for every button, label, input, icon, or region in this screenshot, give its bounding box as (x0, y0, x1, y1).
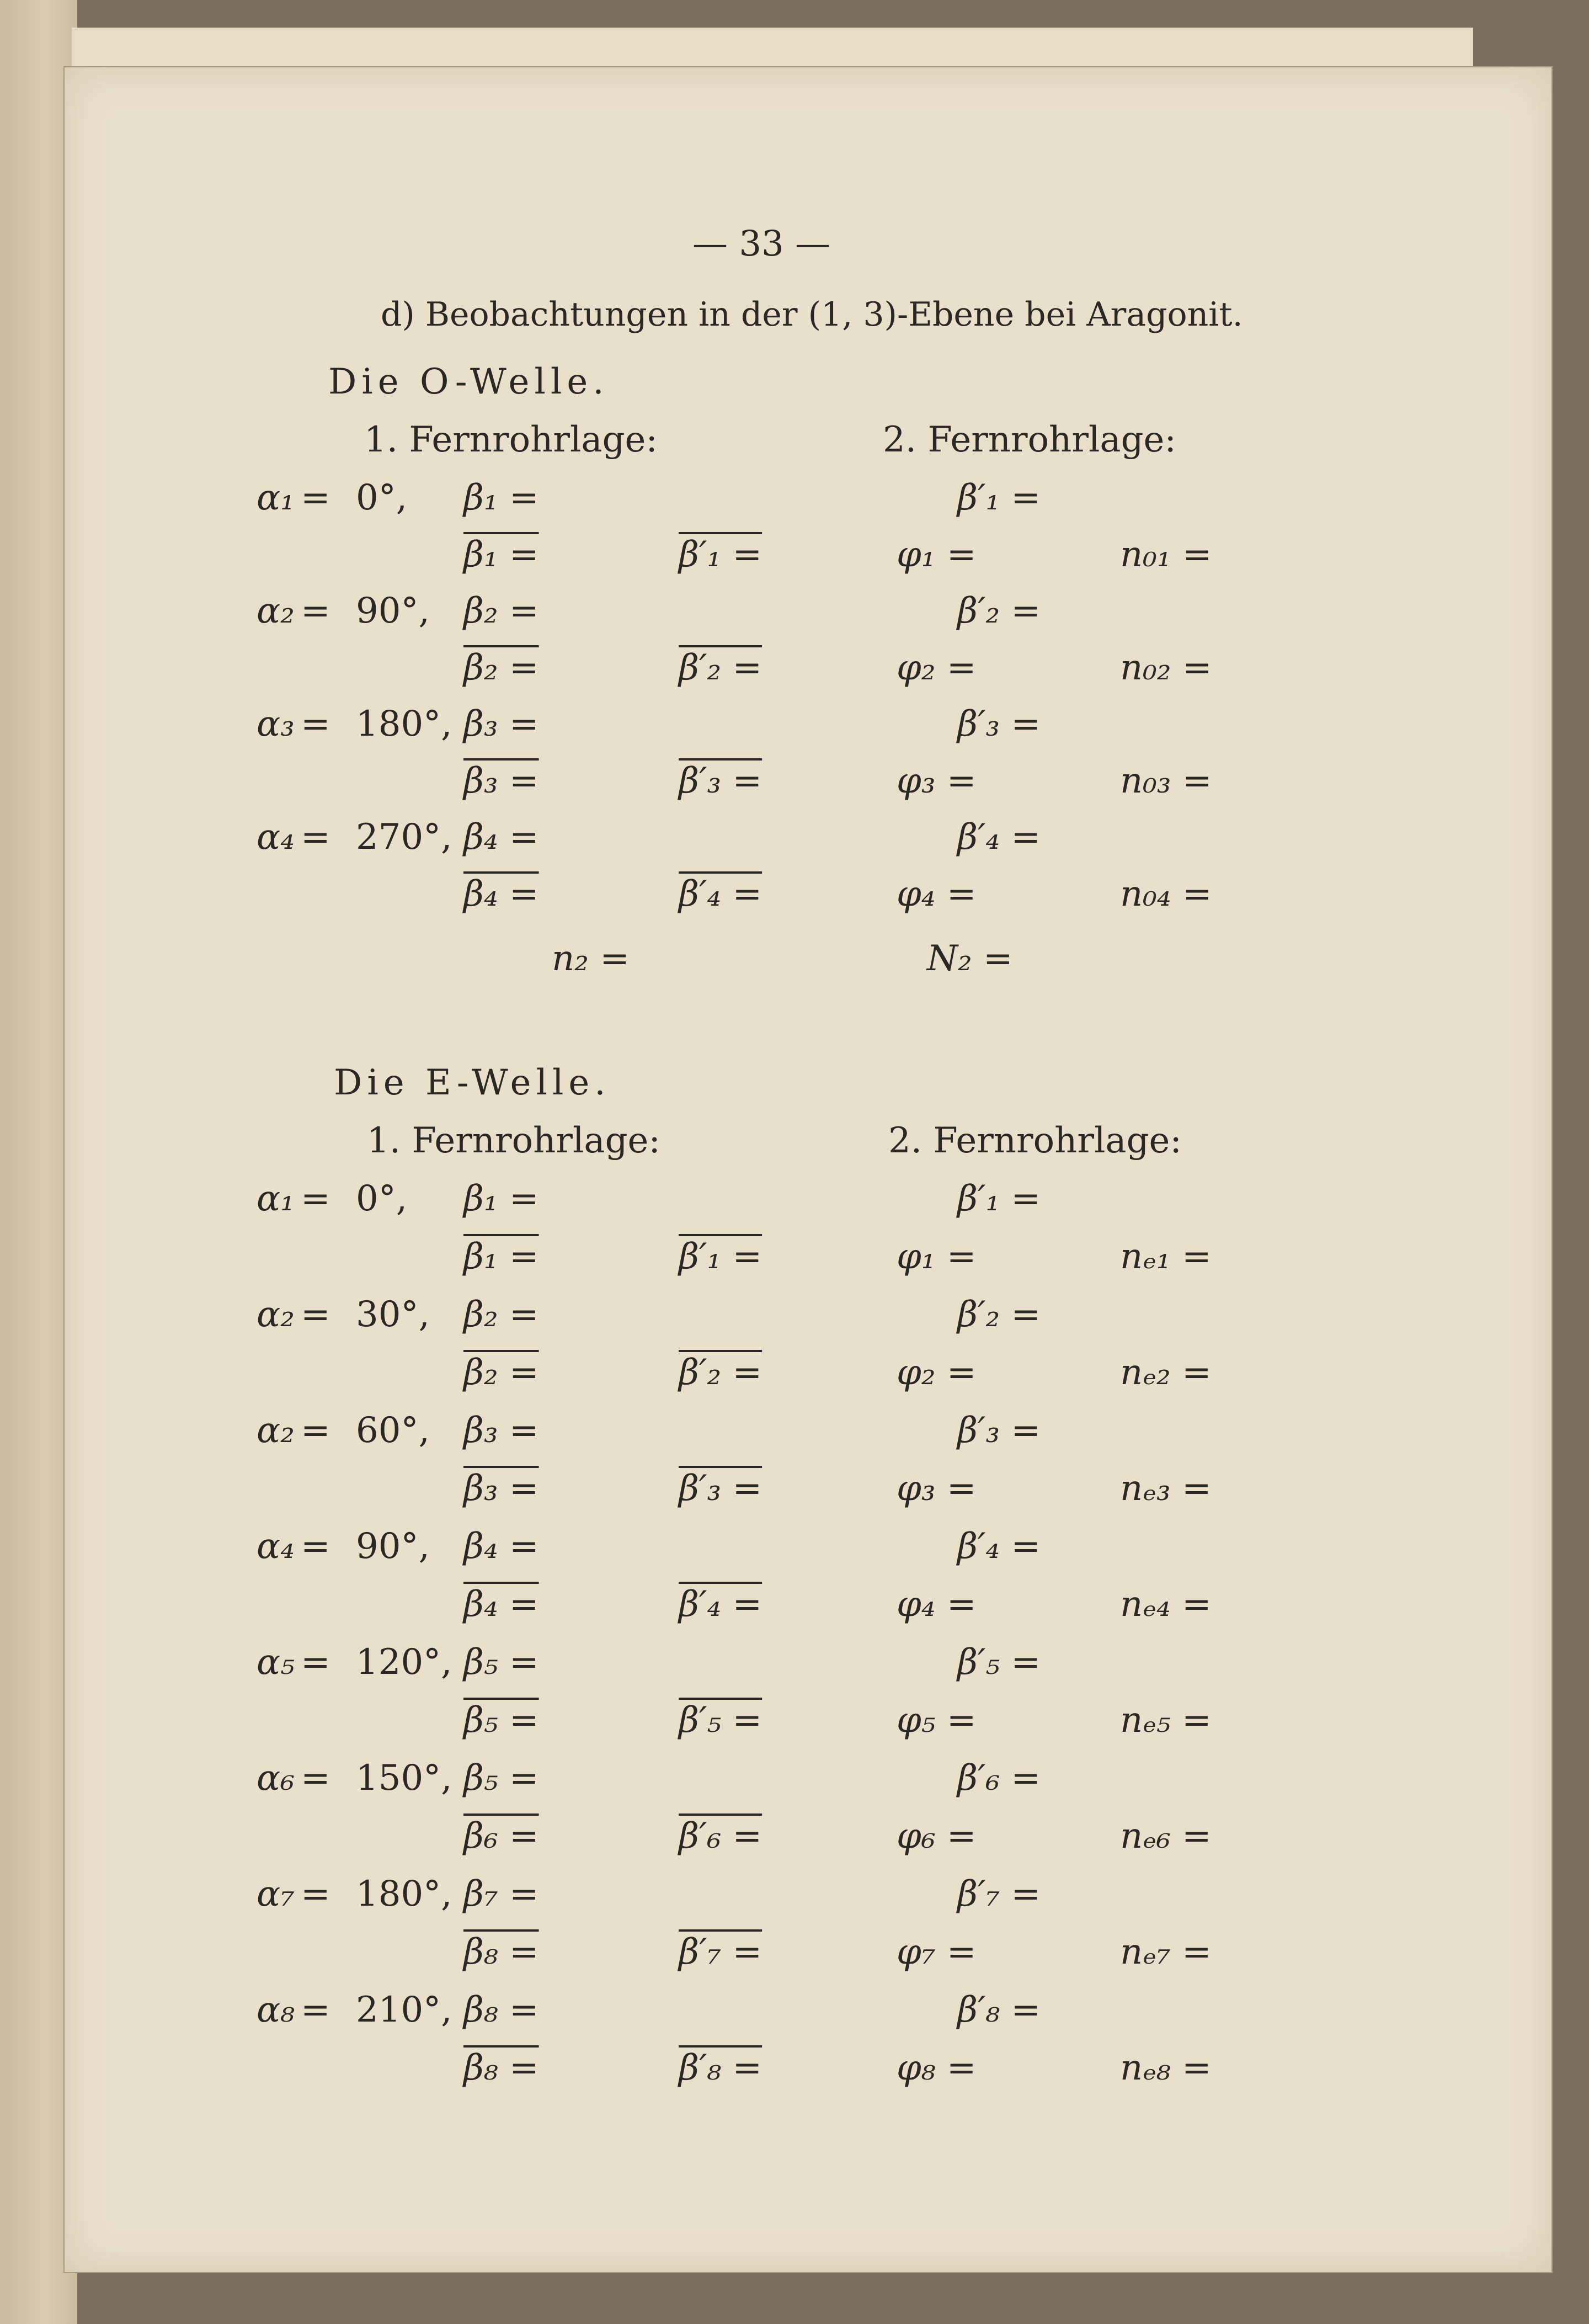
alpha-equals: = (301, 1990, 330, 2030)
beta-bar: β₅ = (463, 1700, 539, 1741)
alpha-value: 30°, (356, 1294, 430, 1335)
alpha-symbol: α₄ (257, 817, 295, 858)
page-number: — 33 — (692, 224, 831, 264)
alpha-symbol: α₂ (257, 1410, 295, 1451)
refractive-index: n₀₃ = (1120, 760, 1212, 801)
beta-prime-bar: β′₃ = (679, 760, 762, 801)
beta-bar: β₂ = (463, 647, 539, 688)
beta-prime-bar: β′₄ = (679, 873, 762, 914)
beta: β₇ = (463, 1874, 539, 1914)
beta-prime: β′₂ = (957, 1294, 1041, 1335)
refractive-index: n₀₁ = (1120, 534, 1212, 575)
phi: φ₁ = (897, 1236, 977, 1277)
alpha-equals: = (301, 1178, 330, 1219)
alpha-value: 90°, (356, 1526, 430, 1567)
refractive-index: n₀₄ = (1120, 873, 1212, 914)
beta: β₃ = (463, 1410, 539, 1451)
alpha-symbol: α₁ (257, 1178, 295, 1219)
alpha-equals: = (301, 1410, 330, 1451)
beta-prime: β′₃ = (957, 1410, 1041, 1451)
beta: β₂ = (463, 591, 539, 631)
beta: β₁ = (463, 1178, 539, 1219)
e-wave-col2-heading: 2. Fernrohrlage: (888, 1120, 1182, 1161)
beta: β₅ = (463, 1642, 539, 1683)
beta-bar: β₃ = (463, 1468, 539, 1509)
refractive-index: nₑ₈ = (1120, 2048, 1212, 2088)
document-page (63, 66, 1553, 2273)
alpha-symbol: α₁ (257, 477, 295, 518)
o-wave-col2-heading: 2. Fernrohrlage: (883, 419, 1176, 460)
beta-bar: β₁ = (463, 1236, 539, 1277)
beta-prime-bar: β′₈ = (679, 2048, 762, 2088)
beta-prime: β′₄ = (957, 817, 1041, 858)
alpha-equals: = (301, 1874, 330, 1914)
o-wave-col1-heading: 1. Fernrohrlage: (364, 419, 658, 460)
alpha-symbol: α₃ (257, 704, 295, 744)
alpha-symbol: α₂ (257, 591, 295, 631)
refractive-index: nₑ₂ = (1120, 1352, 1212, 1393)
beta: β₄ = (463, 1526, 539, 1567)
phi: φ₆ = (897, 1816, 977, 1857)
refractive-index: nₑ₁ = (1120, 1236, 1212, 1277)
beta-prime: β′₅ = (957, 1642, 1041, 1683)
beta-prime: β′₁ = (957, 1178, 1041, 1219)
beta-bar: β₂ = (463, 1352, 539, 1393)
beta-bar: β₄ = (463, 873, 539, 914)
beta-prime: β′₃ = (957, 704, 1041, 744)
beta-bar: β₄ = (463, 1584, 539, 1625)
beta: β₄ = (463, 817, 539, 858)
beta-prime: β′₇ = (957, 1874, 1041, 1914)
alpha-value: 120°, (356, 1642, 452, 1683)
phi: φ₇ = (897, 1932, 977, 1972)
beta-bar: β₈ = (463, 1932, 539, 1972)
beta: β₅ = (463, 1758, 539, 1799)
alpha-value: 150°, (356, 1758, 452, 1799)
beta-prime-bar: β′₂ = (679, 1352, 762, 1393)
section-title: d) Beobachtungen in der (1, 3)-Ebene bei Aragonit. (381, 295, 1243, 334)
beta-bar: β₆ = (463, 1816, 539, 1857)
alpha-value: 270°, (356, 817, 452, 858)
alpha-symbol: α₆ (257, 1758, 295, 1799)
beta: β₃ = (463, 704, 539, 744)
beta-prime-bar: β′₁ = (679, 1236, 762, 1277)
beta-prime: β′₈ = (957, 1990, 1041, 2030)
o-wave-heading: Die O-Welle. (328, 361, 609, 402)
alpha-equals: = (301, 817, 330, 858)
alpha-value: 180°, (356, 1874, 452, 1914)
alpha-value: 210°, (356, 1990, 452, 2030)
refractive-index: nₑ₃ = (1120, 1468, 1212, 1509)
phi: φ₄ = (897, 1584, 977, 1625)
alpha-symbol: α₄ (257, 1526, 295, 1567)
alpha-value: 0°, (356, 477, 408, 518)
beta: β₈ = (463, 1990, 539, 2030)
alpha-equals: = (301, 591, 330, 631)
alpha-symbol: α₂ (257, 1294, 295, 1335)
beta-prime: β′₄ = (957, 1526, 1041, 1567)
alpha-equals: = (301, 477, 330, 518)
alpha-value: 0°, (356, 1178, 408, 1219)
beta-bar: β₃ = (463, 760, 539, 801)
beta-prime-bar: β′₂ = (679, 647, 762, 688)
alpha-value: 60°, (356, 1410, 430, 1451)
alpha-symbol: α₅ (257, 1642, 295, 1683)
beta-prime: β′₁ = (957, 477, 1041, 518)
refractive-index: n₀₂ = (1120, 647, 1212, 688)
alpha-equals: = (301, 1642, 330, 1683)
phi: φ₂ = (897, 1352, 977, 1393)
refractive-index: nₑ₇ = (1120, 1932, 1212, 1972)
alpha-equals: = (301, 1526, 330, 1567)
beta-bar: β₈ = (463, 2048, 539, 2088)
alpha-value: 90°, (356, 591, 430, 631)
phi: φ₂ = (897, 647, 977, 688)
beta-prime-bar: β′₁ = (679, 534, 762, 575)
beta: β₂ = (463, 1294, 539, 1335)
alpha-symbol: α₇ (257, 1874, 295, 1914)
phi: φ₃ = (897, 1468, 977, 1509)
beta-prime: β′₂ = (957, 591, 1041, 631)
beta-prime: β′₆ = (957, 1758, 1041, 1799)
alpha-equals: = (301, 704, 330, 744)
beta-prime-bar: β′₄ = (679, 1584, 762, 1625)
o-wave-N-summary: N₂ = (927, 938, 1013, 979)
alpha-equals: = (301, 1758, 330, 1799)
beta: β₁ = (463, 477, 539, 518)
beta-prime-bar: β′₃ = (679, 1468, 762, 1509)
refractive-index: nₑ₅ = (1120, 1700, 1212, 1741)
beta-prime-bar: β′₅ = (679, 1700, 762, 1741)
alpha-symbol: α₈ (257, 1990, 295, 2030)
refractive-index: nₑ₆ = (1120, 1816, 1212, 1857)
beta-prime-bar: β′₇ = (679, 1932, 762, 1972)
beta-prime-bar: β′₆ = (679, 1816, 762, 1857)
phi: φ₁ = (897, 534, 977, 575)
phi: φ₄ = (897, 873, 977, 914)
phi: φ₅ = (897, 1700, 977, 1741)
refractive-index: nₑ₄ = (1120, 1584, 1212, 1625)
phi: φ₃ = (897, 760, 977, 801)
e-wave-col1-heading: 1. Fernrohrlage: (367, 1120, 660, 1161)
beta-bar: β₁ = (463, 534, 539, 575)
alpha-equals: = (301, 1294, 330, 1335)
alpha-value: 180°, (356, 704, 452, 744)
e-wave-heading: Die E-Welle. (334, 1062, 611, 1103)
o-wave-n-summary: n₂ = (552, 938, 630, 979)
phi: φ₈ = (897, 2048, 977, 2088)
